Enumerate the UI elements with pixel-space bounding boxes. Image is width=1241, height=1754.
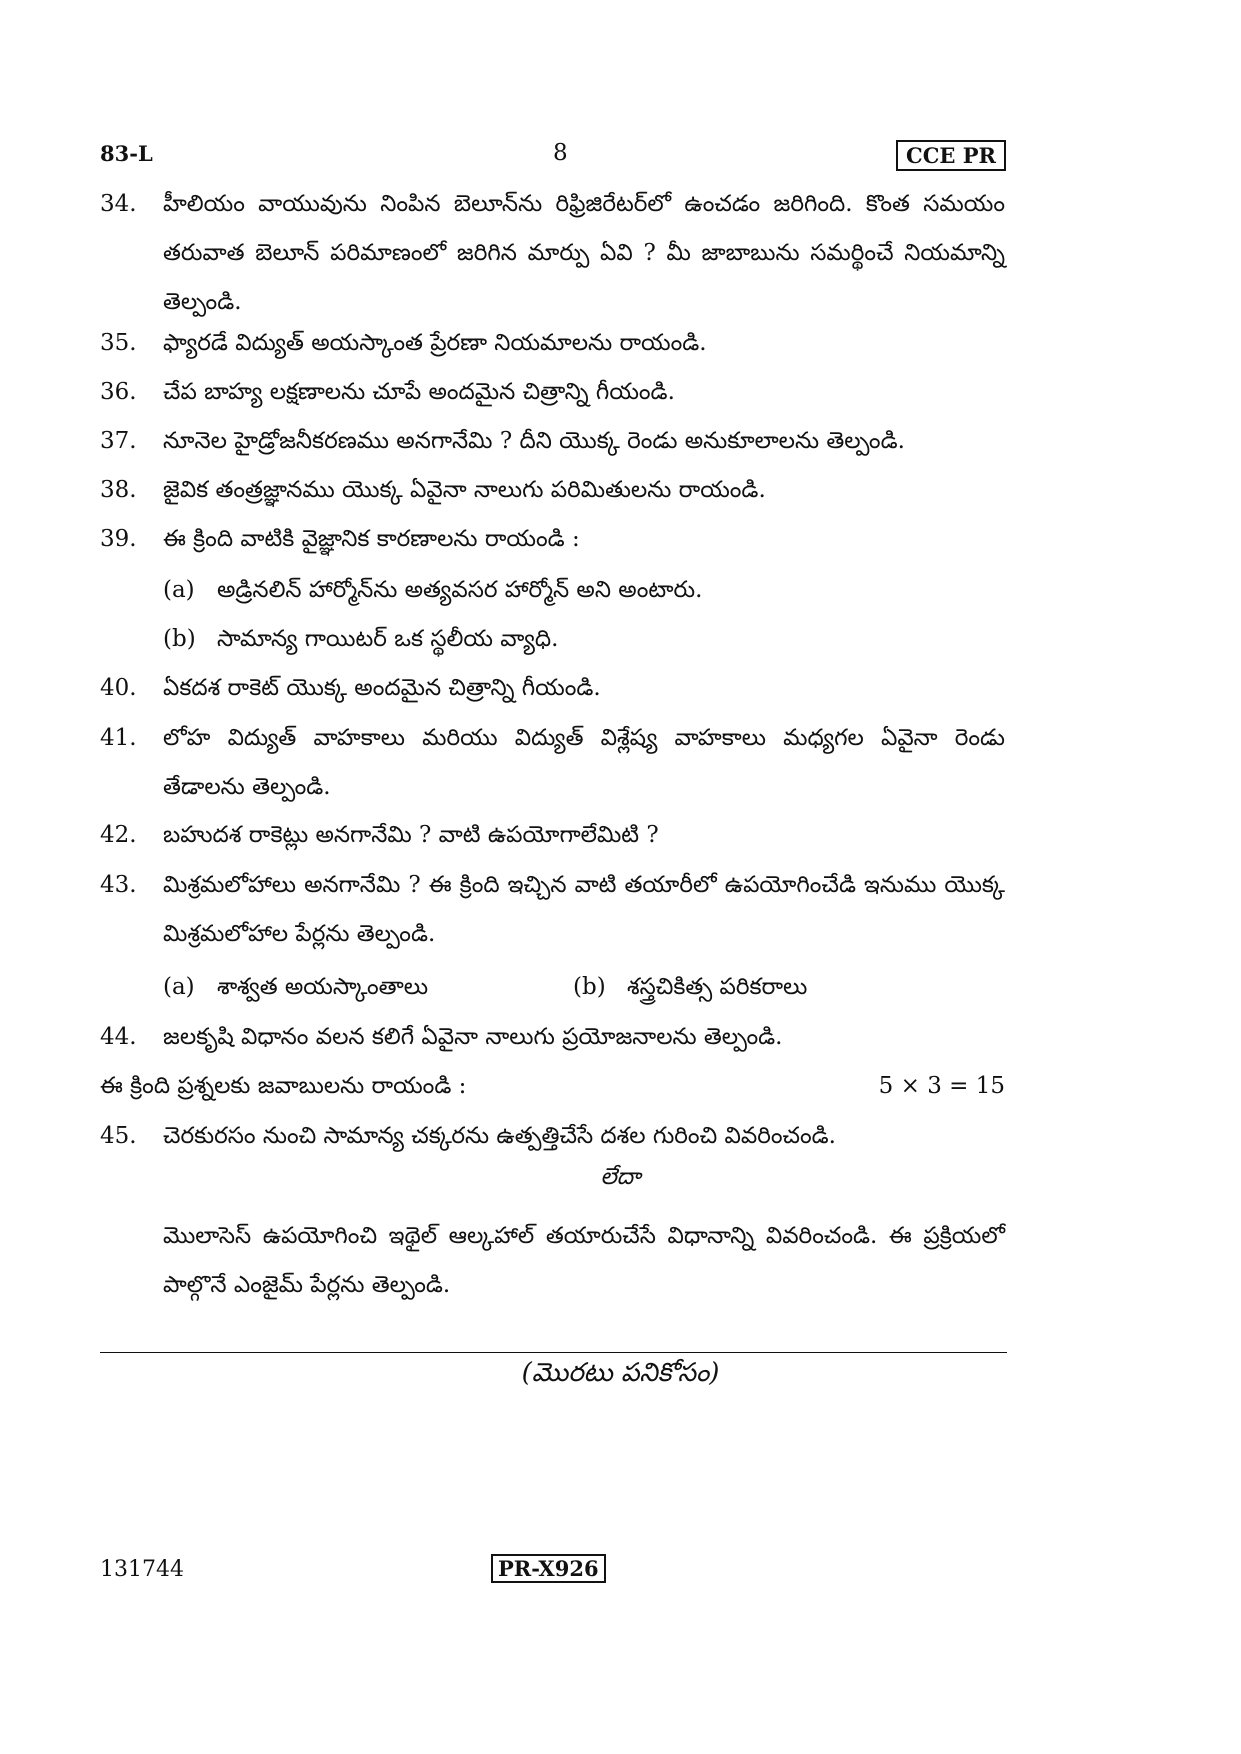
question-text: నూనెల హైడ్రోజనీకరణము అనగానేమి ? దీని యొక్క రెండు అనుకూలాలను తెల్పండి. [163,428,905,454]
question-number: 36. [100,379,137,405]
question-42 [100,811,1005,860]
q43-part-b [573,963,807,1012]
question-text: బహుదశ రాకెట్లు అనగానేమి ? వాటి ఉపయోగాలేమిటి ? [163,822,659,848]
question-43 [100,861,1005,959]
question-35 [100,319,1005,368]
divider-line [100,1352,1007,1353]
question-text: హీలియం వాయువును నింపిన బెలూన్‌ను రిఫ్రిజిరేటర్‌లో ఉంచడం జరిగింది. కొంత సమయం తరువాత బెలూన్ పరిమాణంలో జరిగిన మార్పు ఏవి ? మీ జాబాబును సమర్థించే నియమాన్ని తెల్పండి. [163,191,1005,315]
part-label: (b) [163,626,196,652]
part-text: శస్త్రచికిత్స పరికరాలు [627,974,808,1000]
question-number: 39. [100,526,137,552]
page-number: 8 [553,140,568,166]
footer-number: 131744 [100,1557,184,1582]
question-number: 37. [100,428,137,454]
question-number: 40. [100,675,137,701]
question-37 [100,417,1005,466]
question-number: 43. [100,872,137,898]
question-text: ఏకదశ రాకెట్ యొక్క అందమైన చిత్రాన్ని గీయండి. [163,675,601,701]
question-45 [100,1112,1005,1161]
question-38 [100,466,1005,515]
question-number: 35. [100,330,137,356]
question-number: 38. [100,477,137,503]
question-36 [100,368,1005,417]
question-text: ఈ క్రింది వాటికి వైజ్ఞానిక కారణాలను రాయండి : [163,526,580,552]
question-text: లోహ విద్యుత్ వాహకాలు మరియు విద్యుత్ విశ్లేష్య వాహకాలు మధ్యగల ఏవైనా రెండు తేడాలను తెల్పండి. [163,725,1005,800]
question-text: చేప బాహ్య లక్షణాలను చూపే అందమైన చిత్రాన్ని గీయండి. [163,379,675,405]
question-number: 45. [100,1123,137,1149]
question-45-alternative [100,1212,1005,1310]
q43-part-a [163,963,428,1012]
section-instruction: ఈ క్రింది ప్రశ్నలకు జవాబులను రాయండి : [100,1073,467,1099]
part-text: అడ్రినలిన్ హార్మోన్‌ను అత్యవసర హార్మోన్ అని అంటారు. [217,577,703,603]
part-text: శాశ్వత అయస్కాంతాలు [217,974,429,1000]
question-text: ఫ్యారడే విద్యుత్ అయస్కాంత ప్రేరణా నియమాలను రాయండి. [163,330,707,356]
or-label: లేదా [600,1164,641,1190]
section-instruction-row [100,1062,1005,1111]
question-text: మొలాసెస్ ఉపయోగించి ఇథైల్ ఆల్కహాల్ తయారుచేసే విధానాన్ని వివరించండి. ఈ ప్రక్రియలో పాల్గొనే ఎంజైమ్ పేర్లను తెల్పండి. [163,1223,1005,1298]
question-40 [100,664,1005,713]
question-number: 42. [100,822,137,848]
question-34 [100,180,1005,327]
question-41 [100,714,1005,812]
question-number: 44. [100,1024,137,1050]
part-text: సామాన్య గాయిటర్ ఒక స్థలీయ వ్యాధి. [217,626,559,652]
q39-part-b [163,615,558,664]
question-text: జైవిక తంత్రజ్ఞానము యొక్క ఏవైనా నాలుగు పరిమితులను రాయండి. [163,477,766,503]
cce-pr-box: CCE PR [896,140,1006,171]
question-text: జలకృషి విధానం వలన కలిగే ఏవైనా నాలుగు ప్రయోజనాలను తెల్పండి. [163,1024,783,1050]
question-text: మిశ్రమలోహాలు అనగానేమి ? ఈ క్రింది ఇచ్చిన వాటి తయారీలో ఉపయోగించేడి ఇనుము యొక్క మిశ్రమలోహాల పేర్లను తెల్పండి. [163,872,1005,947]
question-44 [100,1013,1005,1062]
q39-part-a [163,566,702,615]
section-marks: 5 × 3 = 15 [878,1073,1005,1099]
part-label: (a) [163,577,195,603]
footer-code: PR-X926 [491,1554,606,1583]
question-number: 41. [100,725,137,751]
question-number: 34. [100,191,137,217]
question-39 [100,515,1005,564]
question-text: చెరకురసం నుంచి సామాన్య చక్కరను ఉత్పత్తిచేసే దశల గురించి వివరించండి. [163,1123,836,1149]
part-label: (a) [163,974,195,1000]
rough-work-label: (మొరటు పనికోసం) [521,1358,720,1388]
part-label: (b) [573,974,606,1000]
paper-code: 83-L [100,141,153,166]
